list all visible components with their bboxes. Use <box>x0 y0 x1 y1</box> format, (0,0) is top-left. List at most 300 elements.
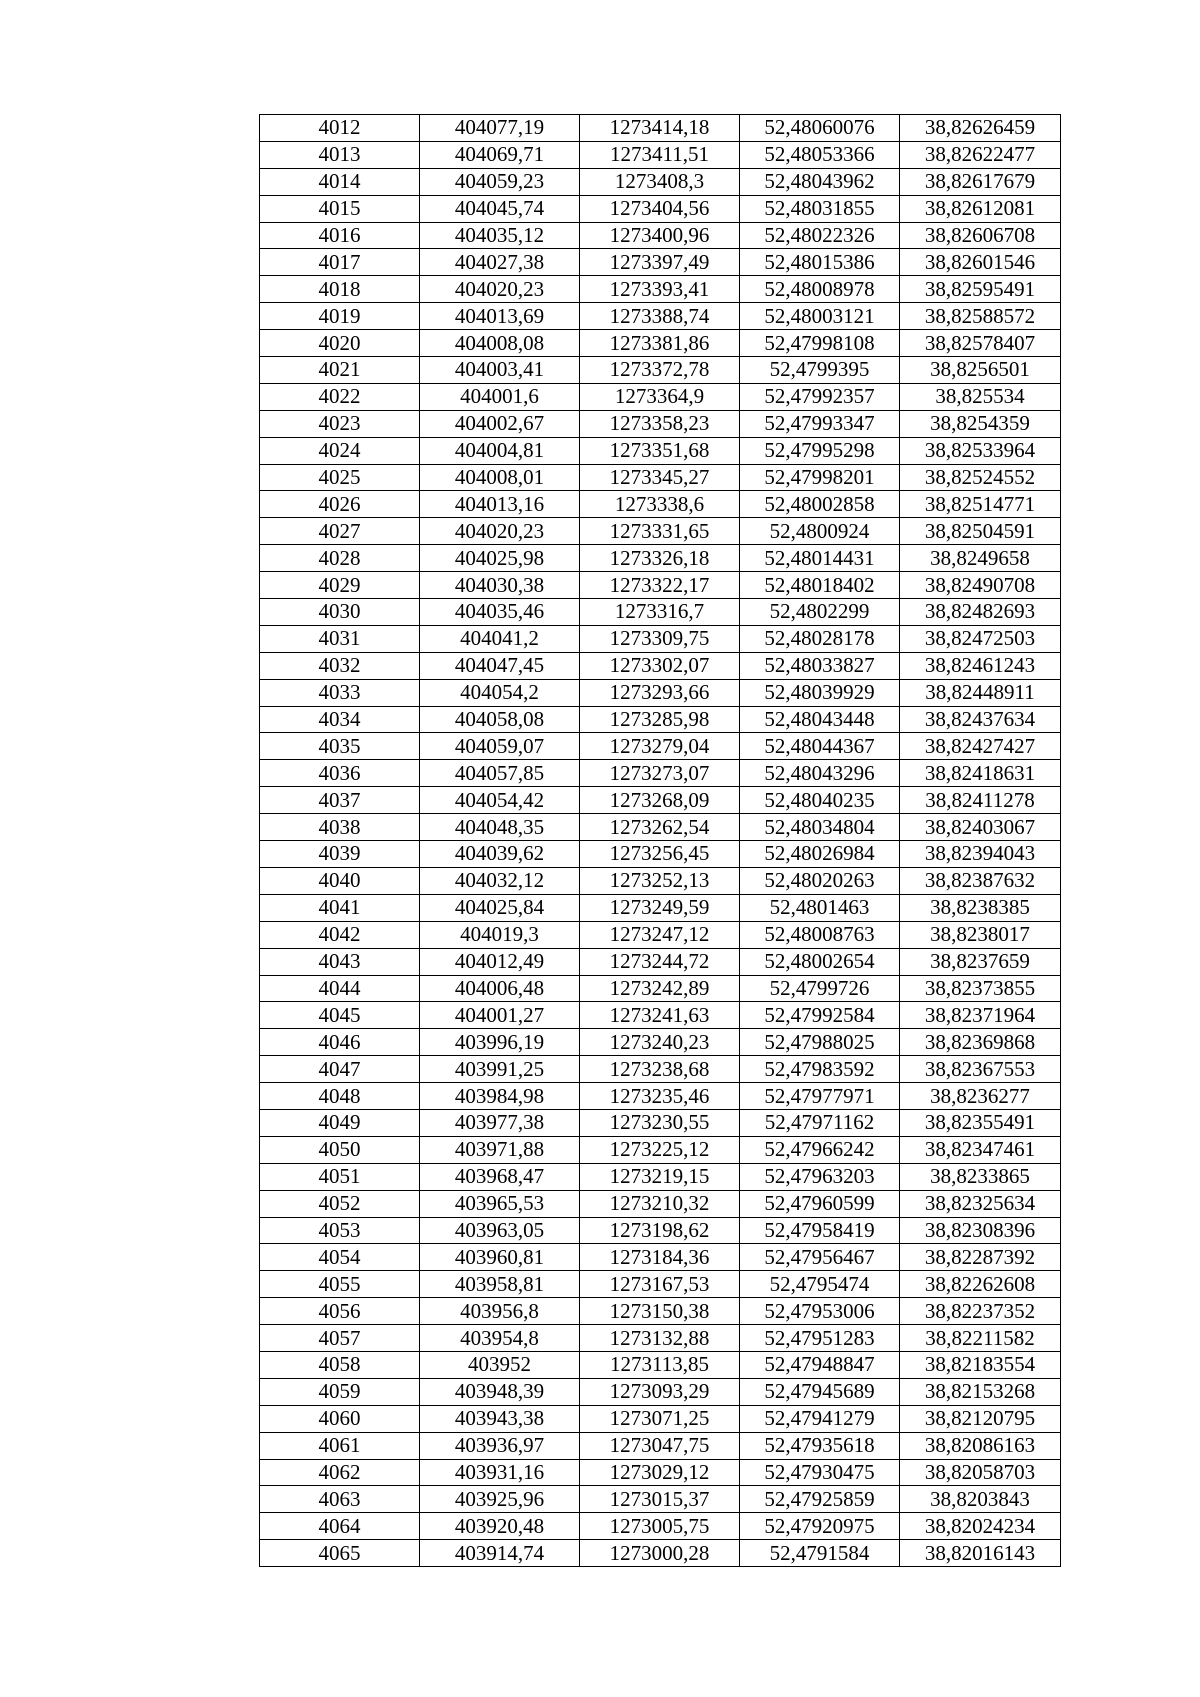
table-cell-latitude: 52,47930475 <box>740 1459 900 1486</box>
table-row <box>260 599 1061 626</box>
table-row <box>260 195 1061 222</box>
table-cell-latitude: 52,4791584 <box>740 1540 900 1567</box>
table-cell-y-coordinate: 1273005,75 <box>580 1513 740 1540</box>
table-cell-latitude: 52,4795474 <box>740 1271 900 1298</box>
table-cell-point-number: 4019 <box>260 303 420 330</box>
table-cell-y-coordinate: 1273244,72 <box>580 948 740 975</box>
table-cell-longitude: 38,82461243 <box>900 652 1061 679</box>
table-cell-y-coordinate: 1273256,45 <box>580 841 740 868</box>
table-row <box>260 679 1061 706</box>
table-cell-point-number: 4054 <box>260 1244 420 1271</box>
table-cell-longitude: 38,82514771 <box>900 491 1061 518</box>
table-cell-x-coordinate: 403920,48 <box>420 1513 580 1540</box>
table-cell-x-coordinate: 404035,46 <box>420 599 580 626</box>
table-row <box>260 1486 1061 1513</box>
table-cell-point-number: 4044 <box>260 975 420 1002</box>
table-cell-longitude: 38,82355491 <box>900 1109 1061 1136</box>
table-cell-y-coordinate: 1273000,28 <box>580 1540 740 1567</box>
table-cell-point-number: 4021 <box>260 357 420 384</box>
table-cell-latitude: 52,48026984 <box>740 841 900 868</box>
table-cell-x-coordinate: 403925,96 <box>420 1486 580 1513</box>
table-cell-point-number: 4035 <box>260 733 420 760</box>
table-cell-point-number: 4041 <box>260 894 420 921</box>
table-cell-point-number: 4052 <box>260 1190 420 1217</box>
table-cell-x-coordinate: 404008,08 <box>420 330 580 357</box>
table-cell-y-coordinate: 1273338,6 <box>580 491 740 518</box>
table-row <box>260 357 1061 384</box>
table-cell-y-coordinate: 1273029,12 <box>580 1459 740 1486</box>
table-cell-latitude: 52,48002654 <box>740 948 900 975</box>
table-row <box>260 383 1061 410</box>
table-cell-longitude: 38,82262608 <box>900 1271 1061 1298</box>
table-cell-y-coordinate: 1273400,96 <box>580 222 740 249</box>
table-cell-y-coordinate: 1273113,85 <box>580 1351 740 1378</box>
table-cell-longitude: 38,82504591 <box>900 518 1061 545</box>
table-row <box>260 894 1061 921</box>
table-cell-x-coordinate: 404059,07 <box>420 733 580 760</box>
coordinates-table-body <box>260 115 1061 1567</box>
table-cell-latitude: 52,47951283 <box>740 1325 900 1352</box>
table-cell-y-coordinate: 1273132,88 <box>580 1325 740 1352</box>
table-cell-latitude: 52,4800924 <box>740 518 900 545</box>
table-cell-x-coordinate: 404030,38 <box>420 572 580 599</box>
table-cell-latitude: 52,47935618 <box>740 1432 900 1459</box>
table-cell-y-coordinate: 1273071,25 <box>580 1405 740 1432</box>
table-cell-longitude: 38,82601546 <box>900 249 1061 276</box>
table-row <box>260 1540 1061 1567</box>
table-cell-latitude: 52,48008978 <box>740 276 900 303</box>
table-cell-longitude: 38,825534 <box>900 383 1061 410</box>
table-cell-x-coordinate: 404045,74 <box>420 195 580 222</box>
table-cell-longitude: 38,82394043 <box>900 841 1061 868</box>
table-cell-point-number: 4027 <box>260 518 420 545</box>
table-row <box>260 625 1061 652</box>
table-cell-longitude: 38,82595491 <box>900 276 1061 303</box>
table-cell-latitude: 52,48015386 <box>740 249 900 276</box>
table-cell-x-coordinate: 404058,08 <box>420 706 580 733</box>
table-cell-latitude: 52,47971162 <box>740 1109 900 1136</box>
table-row <box>260 464 1061 491</box>
table-cell-longitude: 38,8238385 <box>900 894 1061 921</box>
table-cell-longitude: 38,82437634 <box>900 706 1061 733</box>
table-cell-latitude: 52,48034804 <box>740 814 900 841</box>
table-cell-longitude: 38,82472503 <box>900 625 1061 652</box>
table-cell-x-coordinate: 403968,47 <box>420 1163 580 1190</box>
table-row <box>260 814 1061 841</box>
table-cell-y-coordinate: 1273240,23 <box>580 1029 740 1056</box>
table-cell-point-number: 4065 <box>260 1540 420 1567</box>
table-cell-latitude: 52,47977971 <box>740 1083 900 1110</box>
table-cell-y-coordinate: 1273235,46 <box>580 1083 740 1110</box>
table-cell-latitude: 52,47941279 <box>740 1405 900 1432</box>
table-cell-longitude: 38,82387632 <box>900 867 1061 894</box>
table-cell-latitude: 52,48003121 <box>740 303 900 330</box>
table-cell-y-coordinate: 1273293,66 <box>580 679 740 706</box>
table-cell-y-coordinate: 1273358,23 <box>580 410 740 437</box>
table-cell-point-number: 4043 <box>260 948 420 975</box>
table-row <box>260 1056 1061 1083</box>
table-cell-point-number: 4056 <box>260 1298 420 1325</box>
table-cell-y-coordinate: 1273210,32 <box>580 1190 740 1217</box>
table-cell-point-number: 4020 <box>260 330 420 357</box>
table-cell-point-number: 4012 <box>260 115 420 142</box>
table-cell-latitude: 52,48022326 <box>740 222 900 249</box>
table-cell-latitude: 52,4802299 <box>740 599 900 626</box>
table-row <box>260 1459 1061 1486</box>
table-cell-longitude: 38,8256501 <box>900 357 1061 384</box>
table-row <box>260 303 1061 330</box>
table-cell-latitude: 52,48053366 <box>740 141 900 168</box>
table-cell-x-coordinate: 404008,01 <box>420 464 580 491</box>
table-cell-latitude: 52,47960599 <box>740 1190 900 1217</box>
table-cell-latitude: 52,48014431 <box>740 545 900 572</box>
table-cell-latitude: 52,48043296 <box>740 760 900 787</box>
table-cell-x-coordinate: 404041,2 <box>420 625 580 652</box>
table-cell-x-coordinate: 403960,81 <box>420 1244 580 1271</box>
table-row <box>260 733 1061 760</box>
table-cell-x-coordinate: 404020,23 <box>420 276 580 303</box>
table-cell-latitude: 52,48043448 <box>740 706 900 733</box>
table-cell-point-number: 4045 <box>260 1002 420 1029</box>
table-cell-y-coordinate: 1273351,68 <box>580 437 740 464</box>
table-cell-x-coordinate: 403954,8 <box>420 1325 580 1352</box>
table-cell-longitude: 38,82347461 <box>900 1136 1061 1163</box>
table-cell-x-coordinate: 404077,19 <box>420 115 580 142</box>
table-cell-y-coordinate: 1273411,51 <box>580 141 740 168</box>
table-row <box>260 1271 1061 1298</box>
table-cell-x-coordinate: 404035,12 <box>420 222 580 249</box>
table-cell-longitude: 38,82622477 <box>900 141 1061 168</box>
table-cell-x-coordinate: 404048,35 <box>420 814 580 841</box>
table-cell-longitude: 38,82024234 <box>900 1513 1061 1540</box>
table-cell-point-number: 4037 <box>260 787 420 814</box>
table-cell-latitude: 52,4799395 <box>740 357 900 384</box>
table-cell-longitude: 38,82578407 <box>900 330 1061 357</box>
table-cell-y-coordinate: 1273388,74 <box>580 303 740 330</box>
table-cell-y-coordinate: 1273225,12 <box>580 1136 740 1163</box>
table-cell-y-coordinate: 1273268,09 <box>580 787 740 814</box>
table-cell-point-number: 4063 <box>260 1486 420 1513</box>
table-cell-point-number: 4050 <box>260 1136 420 1163</box>
table-cell-y-coordinate: 1273316,7 <box>580 599 740 626</box>
table-cell-x-coordinate: 403931,16 <box>420 1459 580 1486</box>
table-cell-longitude: 38,82427427 <box>900 733 1061 760</box>
table-cell-x-coordinate: 404004,81 <box>420 437 580 464</box>
table-cell-point-number: 4031 <box>260 625 420 652</box>
table-row <box>260 1325 1061 1352</box>
table-cell-latitude: 52,47993347 <box>740 410 900 437</box>
table-cell-point-number: 4047 <box>260 1056 420 1083</box>
table-cell-longitude: 38,82367553 <box>900 1056 1061 1083</box>
table-cell-latitude: 52,47998108 <box>740 330 900 357</box>
table-cell-point-number: 4042 <box>260 921 420 948</box>
table-cell-x-coordinate: 403943,38 <box>420 1405 580 1432</box>
table-cell-point-number: 4060 <box>260 1405 420 1432</box>
table-cell-point-number: 4014 <box>260 168 420 195</box>
table-cell-latitude: 52,48040235 <box>740 787 900 814</box>
table-cell-x-coordinate: 404013,69 <box>420 303 580 330</box>
table-cell-longitude: 38,82612081 <box>900 195 1061 222</box>
table-cell-latitude: 52,48028178 <box>740 625 900 652</box>
table-cell-point-number: 4049 <box>260 1109 420 1136</box>
table-cell-latitude: 52,48031855 <box>740 195 900 222</box>
table-cell-point-number: 4058 <box>260 1351 420 1378</box>
table-cell-point-number: 4025 <box>260 464 420 491</box>
table-cell-latitude: 52,47963203 <box>740 1163 900 1190</box>
table-row <box>260 249 1061 276</box>
table-cell-latitude: 52,47998201 <box>740 464 900 491</box>
table-row <box>260 760 1061 787</box>
table-cell-y-coordinate: 1273047,75 <box>580 1432 740 1459</box>
table-cell-latitude: 52,48043962 <box>740 168 900 195</box>
table-cell-x-coordinate: 404032,12 <box>420 867 580 894</box>
table-cell-x-coordinate: 403914,74 <box>420 1540 580 1567</box>
table-cell-x-coordinate: 403971,88 <box>420 1136 580 1163</box>
table-cell-point-number: 4034 <box>260 706 420 733</box>
table-cell-point-number: 4032 <box>260 652 420 679</box>
table-cell-point-number: 4018 <box>260 276 420 303</box>
table-row <box>260 410 1061 437</box>
table-cell-x-coordinate: 403956,8 <box>420 1298 580 1325</box>
table-cell-x-coordinate: 404057,85 <box>420 760 580 787</box>
table-cell-y-coordinate: 1273364,9 <box>580 383 740 410</box>
table-cell-x-coordinate: 403952 <box>420 1351 580 1378</box>
table-cell-point-number: 4051 <box>260 1163 420 1190</box>
table-cell-point-number: 4053 <box>260 1217 420 1244</box>
table-cell-y-coordinate: 1273238,68 <box>580 1056 740 1083</box>
table-cell-latitude: 52,47953006 <box>740 1298 900 1325</box>
table-row <box>260 948 1061 975</box>
table-cell-latitude: 52,47966242 <box>740 1136 900 1163</box>
table-cell-point-number: 4016 <box>260 222 420 249</box>
table-cell-y-coordinate: 1273247,12 <box>580 921 740 948</box>
table-row <box>260 330 1061 357</box>
table-cell-latitude: 52,48044367 <box>740 733 900 760</box>
table-cell-x-coordinate: 403948,39 <box>420 1378 580 1405</box>
table-cell-y-coordinate: 1273150,38 <box>580 1298 740 1325</box>
table-cell-x-coordinate: 404069,71 <box>420 141 580 168</box>
table-cell-x-coordinate: 404047,45 <box>420 652 580 679</box>
table-cell-longitude: 38,8233865 <box>900 1163 1061 1190</box>
table-cell-y-coordinate: 1273241,63 <box>580 1002 740 1029</box>
table-cell-point-number: 4061 <box>260 1432 420 1459</box>
table-cell-y-coordinate: 1273015,37 <box>580 1486 740 1513</box>
table-row <box>260 1190 1061 1217</box>
table-cell-longitude: 38,82287392 <box>900 1244 1061 1271</box>
table-cell-y-coordinate: 1273279,04 <box>580 733 740 760</box>
table-row <box>260 1513 1061 1540</box>
table-cell-y-coordinate: 1273093,29 <box>580 1378 740 1405</box>
table-row <box>260 1029 1061 1056</box>
table-cell-longitude: 38,82211582 <box>900 1325 1061 1352</box>
table-cell-longitude: 38,82373855 <box>900 975 1061 1002</box>
table-row <box>260 921 1061 948</box>
table-cell-x-coordinate: 404001,6 <box>420 383 580 410</box>
table-cell-latitude: 52,47958419 <box>740 1217 900 1244</box>
table-row <box>260 572 1061 599</box>
table-cell-longitude: 38,8237659 <box>900 948 1061 975</box>
table-row <box>260 1378 1061 1405</box>
table-cell-longitude: 38,8203843 <box>900 1486 1061 1513</box>
table-cell-x-coordinate: 404025,98 <box>420 545 580 572</box>
table-cell-y-coordinate: 1273309,75 <box>580 625 740 652</box>
table-cell-y-coordinate: 1273242,89 <box>580 975 740 1002</box>
table-row <box>260 841 1061 868</box>
table-cell-y-coordinate: 1273331,65 <box>580 518 740 545</box>
table-cell-x-coordinate: 403984,98 <box>420 1083 580 1110</box>
table-cell-x-coordinate: 404054,2 <box>420 679 580 706</box>
table-cell-x-coordinate: 403958,81 <box>420 1271 580 1298</box>
table-cell-point-number: 4030 <box>260 599 420 626</box>
table-cell-x-coordinate: 404019,3 <box>420 921 580 948</box>
table-cell-x-coordinate: 403996,19 <box>420 1029 580 1056</box>
table-cell-latitude: 52,4801463 <box>740 894 900 921</box>
table-row <box>260 652 1061 679</box>
table-cell-longitude: 38,82411278 <box>900 787 1061 814</box>
table-cell-longitude: 38,82058703 <box>900 1459 1061 1486</box>
table-cell-longitude: 38,8238017 <box>900 921 1061 948</box>
table-row <box>260 706 1061 733</box>
table-row <box>260 1405 1061 1432</box>
table-cell-y-coordinate: 1273249,59 <box>580 894 740 921</box>
table-row <box>260 1109 1061 1136</box>
table-cell-x-coordinate: 404027,38 <box>420 249 580 276</box>
table-cell-latitude: 52,47925859 <box>740 1486 900 1513</box>
table-cell-point-number: 4022 <box>260 383 420 410</box>
table-cell-y-coordinate: 1273230,55 <box>580 1109 740 1136</box>
table-cell-longitude: 38,82482693 <box>900 599 1061 626</box>
table-cell-longitude: 38,82153268 <box>900 1378 1061 1405</box>
table-cell-x-coordinate: 403991,25 <box>420 1056 580 1083</box>
table-cell-point-number: 4038 <box>260 814 420 841</box>
table-cell-longitude: 38,82086163 <box>900 1432 1061 1459</box>
table-cell-latitude: 52,48020263 <box>740 867 900 894</box>
table-cell-latitude: 52,48008763 <box>740 921 900 948</box>
table-row <box>260 1163 1061 1190</box>
table-cell-y-coordinate: 1273381,86 <box>580 330 740 357</box>
table-cell-y-coordinate: 1273345,27 <box>580 464 740 491</box>
table-cell-latitude: 52,48002858 <box>740 491 900 518</box>
table-cell-longitude: 38,8236277 <box>900 1083 1061 1110</box>
table-cell-longitude: 38,82588572 <box>900 303 1061 330</box>
table-cell-x-coordinate: 404039,62 <box>420 841 580 868</box>
table-cell-longitude: 38,82308396 <box>900 1217 1061 1244</box>
table-cell-y-coordinate: 1273219,15 <box>580 1163 740 1190</box>
table-cell-latitude: 52,47948847 <box>740 1351 900 1378</box>
table-row <box>260 975 1061 1002</box>
table-cell-point-number: 4062 <box>260 1459 420 1486</box>
table-cell-x-coordinate: 403965,53 <box>420 1190 580 1217</box>
table-cell-y-coordinate: 1273326,18 <box>580 545 740 572</box>
table-cell-longitude: 38,82016143 <box>900 1540 1061 1567</box>
table-cell-point-number: 4059 <box>260 1378 420 1405</box>
table-cell-latitude: 52,48060076 <box>740 115 900 142</box>
table-cell-point-number: 4028 <box>260 545 420 572</box>
table-cell-y-coordinate: 1273273,07 <box>580 760 740 787</box>
table-cell-point-number: 4064 <box>260 1513 420 1540</box>
table-cell-longitude: 38,82403067 <box>900 814 1061 841</box>
table-row <box>260 1432 1061 1459</box>
table-cell-x-coordinate: 404059,23 <box>420 168 580 195</box>
table-cell-latitude: 52,48033827 <box>740 652 900 679</box>
table-row <box>260 787 1061 814</box>
table-cell-longitude: 38,82120795 <box>900 1405 1061 1432</box>
table-cell-x-coordinate: 404013,16 <box>420 491 580 518</box>
table-cell-point-number: 4040 <box>260 867 420 894</box>
coordinates-table <box>259 114 1061 1567</box>
table-cell-longitude: 38,8249658 <box>900 545 1061 572</box>
table-cell-longitude: 38,82606708 <box>900 222 1061 249</box>
table-cell-y-coordinate: 1273408,3 <box>580 168 740 195</box>
table-cell-latitude: 52,47992357 <box>740 383 900 410</box>
table-row <box>260 518 1061 545</box>
table-cell-latitude: 52,47945689 <box>740 1378 900 1405</box>
table-cell-point-number: 4029 <box>260 572 420 599</box>
table-cell-x-coordinate: 404012,49 <box>420 948 580 975</box>
table-row <box>260 437 1061 464</box>
table-cell-y-coordinate: 1273393,41 <box>580 276 740 303</box>
table-row <box>260 1351 1061 1378</box>
table-cell-y-coordinate: 1273167,53 <box>580 1271 740 1298</box>
table-row <box>260 1136 1061 1163</box>
table-row <box>260 276 1061 303</box>
table-row <box>260 491 1061 518</box>
table-cell-latitude: 52,47920975 <box>740 1513 900 1540</box>
table-cell-y-coordinate: 1273184,36 <box>580 1244 740 1271</box>
table-row <box>260 168 1061 195</box>
table-cell-point-number: 4026 <box>260 491 420 518</box>
table-cell-latitude: 52,47995298 <box>740 437 900 464</box>
table-cell-longitude: 38,82418631 <box>900 760 1061 787</box>
table-cell-point-number: 4033 <box>260 679 420 706</box>
table-row <box>260 1298 1061 1325</box>
table-cell-longitude: 38,82371964 <box>900 1002 1061 1029</box>
table-cell-point-number: 4039 <box>260 841 420 868</box>
table-cell-longitude: 38,82369868 <box>900 1029 1061 1056</box>
table-cell-longitude: 38,8254359 <box>900 410 1061 437</box>
table-row <box>260 1002 1061 1029</box>
table-row <box>260 115 1061 142</box>
table-cell-y-coordinate: 1273322,17 <box>580 572 740 599</box>
table-cell-x-coordinate: 404002,67 <box>420 410 580 437</box>
table-cell-y-coordinate: 1273302,07 <box>580 652 740 679</box>
table-cell-y-coordinate: 1273414,18 <box>580 115 740 142</box>
table-cell-latitude: 52,47988025 <box>740 1029 900 1056</box>
table-cell-longitude: 38,82524552 <box>900 464 1061 491</box>
table-cell-longitude: 38,82533964 <box>900 437 1061 464</box>
table-cell-point-number: 4057 <box>260 1325 420 1352</box>
table-cell-point-number: 4023 <box>260 410 420 437</box>
table-cell-point-number: 4048 <box>260 1083 420 1110</box>
table-row <box>260 867 1061 894</box>
table-cell-y-coordinate: 1273262,54 <box>580 814 740 841</box>
table-cell-longitude: 38,82626459 <box>900 115 1061 142</box>
table-cell-x-coordinate: 404020,23 <box>420 518 580 545</box>
table-cell-longitude: 38,82237352 <box>900 1298 1061 1325</box>
table-cell-longitude: 38,82448911 <box>900 679 1061 706</box>
table-cell-x-coordinate: 404003,41 <box>420 357 580 384</box>
table-cell-x-coordinate: 403977,38 <box>420 1109 580 1136</box>
table-cell-longitude: 38,82325634 <box>900 1190 1061 1217</box>
table-cell-point-number: 4046 <box>260 1029 420 1056</box>
table-cell-point-number: 4015 <box>260 195 420 222</box>
table-row <box>260 141 1061 168</box>
table-cell-x-coordinate: 404001,27 <box>420 1002 580 1029</box>
table-cell-x-coordinate: 403963,05 <box>420 1217 580 1244</box>
table-row <box>260 1083 1061 1110</box>
table-cell-point-number: 4013 <box>260 141 420 168</box>
table-cell-latitude: 52,47992584 <box>740 1002 900 1029</box>
